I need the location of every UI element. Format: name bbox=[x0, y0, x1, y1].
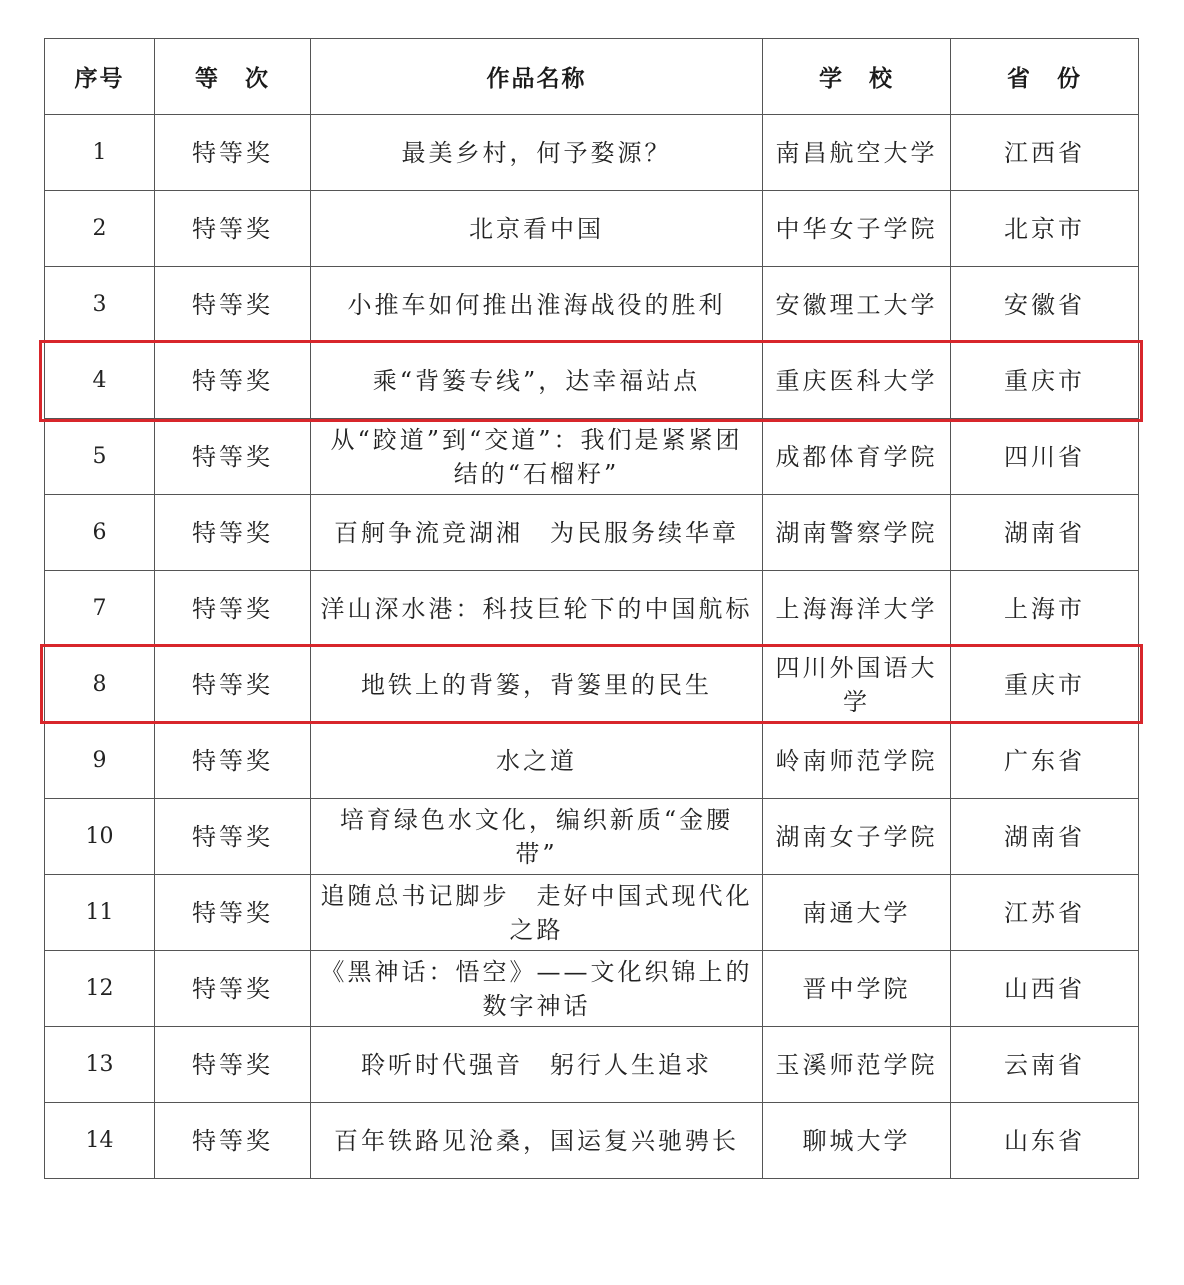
cell-work: 百年铁路见沧桑，国运复兴驰骋长 bbox=[311, 1103, 763, 1179]
cell-work: 聆听时代强音 躬行人生追求 bbox=[311, 1027, 763, 1103]
cell-school: 玉溪师范学院 bbox=[763, 1027, 951, 1103]
cell-grade: 特等奖 bbox=[155, 571, 311, 647]
cell-no: 1 bbox=[45, 115, 155, 191]
cell-work: 北京看中国 bbox=[311, 191, 763, 267]
cell-grade: 特等奖 bbox=[155, 343, 311, 419]
cell-no: 2 bbox=[45, 191, 155, 267]
cell-no: 13 bbox=[45, 1027, 155, 1103]
cell-work: 从“跤道”到“交道”：我们是紧紧团结的“石榴籽” bbox=[311, 419, 763, 495]
header-work: 作品名称 bbox=[311, 39, 763, 115]
cell-work: 百舸争流竞湖湘 为民服务续华章 bbox=[311, 495, 763, 571]
cell-school: 重庆医科大学 bbox=[763, 343, 951, 419]
cell-province: 广东省 bbox=[951, 723, 1139, 799]
cell-school: 安徽理工大学 bbox=[763, 267, 951, 343]
table-header-row bbox=[45, 39, 1139, 115]
cell-province: 山东省 bbox=[951, 1103, 1139, 1179]
table-row bbox=[45, 799, 1139, 875]
header-school: 学 校 bbox=[763, 39, 951, 115]
cell-school: 岭南师范学院 bbox=[763, 723, 951, 799]
cell-province: 山西省 bbox=[951, 951, 1139, 1027]
cell-province: 云南省 bbox=[951, 1027, 1139, 1103]
table-row bbox=[45, 495, 1139, 571]
table-row bbox=[45, 1103, 1139, 1179]
cell-work: 培育绿色水文化，编织新质“金腰带” bbox=[311, 799, 763, 875]
table-row bbox=[45, 191, 1139, 267]
cell-no: 9 bbox=[45, 723, 155, 799]
cell-work: 追随总书记脚步 走好中国式现代化之路 bbox=[311, 875, 763, 951]
table-row bbox=[45, 1027, 1139, 1103]
cell-province: 北京市 bbox=[951, 191, 1139, 267]
header-no: 序号 bbox=[45, 39, 155, 115]
cell-no: 10 bbox=[45, 799, 155, 875]
cell-grade: 特等奖 bbox=[155, 799, 311, 875]
cell-grade: 特等奖 bbox=[155, 1103, 311, 1179]
cell-work: 乘“背篓专线”，达幸福站点 bbox=[311, 343, 763, 419]
table-row bbox=[45, 267, 1139, 343]
cell-no: 7 bbox=[45, 571, 155, 647]
cell-work: 小推车如何推出淮海战役的胜利 bbox=[311, 267, 763, 343]
header-grade: 等 次 bbox=[155, 39, 311, 115]
cell-province: 上海市 bbox=[951, 571, 1139, 647]
cell-no: 8 bbox=[45, 647, 155, 723]
cell-grade: 特等奖 bbox=[155, 951, 311, 1027]
cell-school: 湖南女子学院 bbox=[763, 799, 951, 875]
cell-no: 5 bbox=[45, 419, 155, 495]
cell-province: 湖南省 bbox=[951, 799, 1139, 875]
cell-school: 湖南警察学院 bbox=[763, 495, 951, 571]
cell-no: 6 bbox=[45, 495, 155, 571]
cell-grade: 特等奖 bbox=[155, 1027, 311, 1103]
header-province: 省 份 bbox=[951, 39, 1139, 115]
cell-province: 四川省 bbox=[951, 419, 1139, 495]
awards-table bbox=[44, 38, 1139, 1179]
cell-work: 水之道 bbox=[311, 723, 763, 799]
cell-school: 成都体育学院 bbox=[763, 419, 951, 495]
cell-work: 洋山深水港：科技巨轮下的中国航标 bbox=[311, 571, 763, 647]
cell-grade: 特等奖 bbox=[155, 647, 311, 723]
table-row bbox=[45, 571, 1139, 647]
cell-province: 湖南省 bbox=[951, 495, 1139, 571]
cell-school: 聊城大学 bbox=[763, 1103, 951, 1179]
cell-grade: 特等奖 bbox=[155, 875, 311, 951]
cell-school: 上海海洋大学 bbox=[763, 571, 951, 647]
table-row bbox=[45, 115, 1139, 191]
cell-school: 晋中学院 bbox=[763, 951, 951, 1027]
table-row bbox=[45, 875, 1139, 951]
cell-grade: 特等奖 bbox=[155, 191, 311, 267]
cell-grade: 特等奖 bbox=[155, 267, 311, 343]
cell-school: 南通大学 bbox=[763, 875, 951, 951]
cell-work: 《黑神话：悟空》——文化织锦上的数字神话 bbox=[311, 951, 763, 1027]
cell-no: 14 bbox=[45, 1103, 155, 1179]
table-row bbox=[45, 419, 1139, 495]
cell-grade: 特等奖 bbox=[155, 115, 311, 191]
cell-school: 四川外国语大学 bbox=[763, 647, 951, 723]
cell-no: 12 bbox=[45, 951, 155, 1027]
table-row bbox=[45, 723, 1139, 799]
cell-no: 4 bbox=[45, 343, 155, 419]
cell-province: 江西省 bbox=[951, 115, 1139, 191]
cell-school: 中华女子学院 bbox=[763, 191, 951, 267]
cell-grade: 特等奖 bbox=[155, 495, 311, 571]
cell-province: 重庆市 bbox=[951, 647, 1139, 723]
awards-table-container bbox=[44, 38, 1138, 1179]
cell-grade: 特等奖 bbox=[155, 419, 311, 495]
cell-province: 江苏省 bbox=[951, 875, 1139, 951]
cell-province: 安徽省 bbox=[951, 267, 1139, 343]
cell-grade: 特等奖 bbox=[155, 723, 311, 799]
cell-school: 南昌航空大学 bbox=[763, 115, 951, 191]
cell-province: 重庆市 bbox=[951, 343, 1139, 419]
table-row bbox=[45, 647, 1139, 723]
table-body bbox=[45, 115, 1139, 1179]
table-row bbox=[45, 951, 1139, 1027]
cell-work: 地铁上的背篓，背篓里的民生 bbox=[311, 647, 763, 723]
cell-work: 最美乡村，何予婺源？ bbox=[311, 115, 763, 191]
table-row bbox=[45, 343, 1139, 419]
cell-no: 3 bbox=[45, 267, 155, 343]
cell-no: 11 bbox=[45, 875, 155, 951]
